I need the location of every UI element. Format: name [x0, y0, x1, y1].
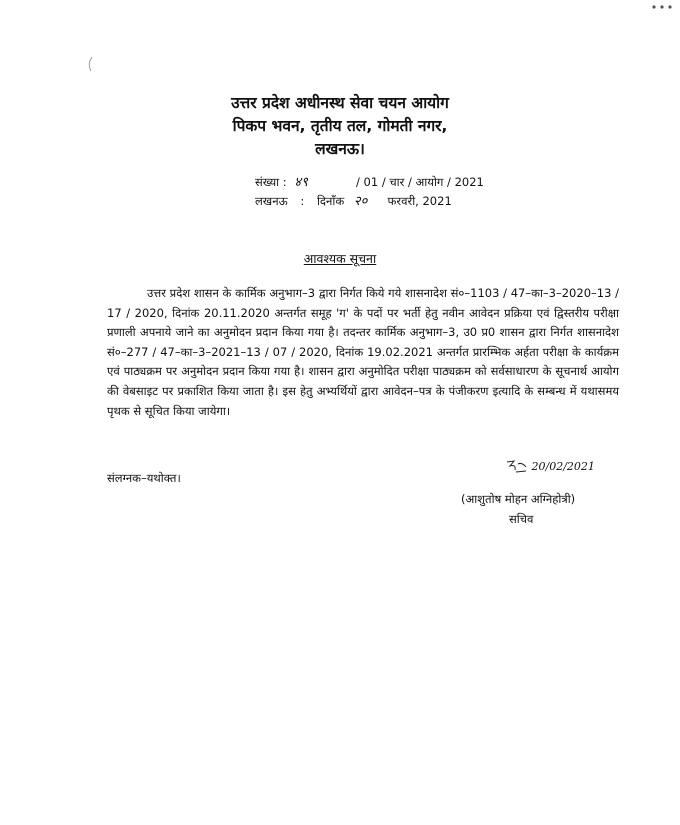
reference-number — [255, 174, 484, 191]
org-city: लखनऊ। — [315, 140, 365, 158]
date-rest: फरवरी, 2021 — [387, 194, 452, 208]
place: लखनऊ — [255, 194, 288, 208]
signatory-name: (आशुतोष मोहन अग्निहोत्री) — [461, 492, 576, 506]
corner-marks — [650, 2, 674, 14]
notice-title-text: आवश्यक सूचना — [303, 251, 377, 266]
notice-body: उत्तर प्रदेश शासन के कार्मिक अनुभाग–3 द्वारा निर्गत किये गये शासनादेश सं०–1103 / 47–का–3–2020–13 / 17 / 2020, दिनांक 20.11.2020 अन्तर्गत समूह 'ग' के पदों पर भर्ती हेतु नवीन आवेदन प्रक्रिया एवं द्विस्तरीय परीक्षा प्रणाली अपनाये जाने का अनुमोदन प्रदान किया गया है। तदन्तर कार्मिक अनुभाग–3, उ0 प्र0 शासन द्वारा निर्गत शासनादेश सं०–277 / 47–का–3–2021–13 / 07 / 2020, दिनांक 19.02.2021 अन्तर्गत प्रारम्भिक अर्हता परीक्षा के कार्यक्रम एवं पाठ्यक्रम पर अनुमोदन प्रदान किया गया है। शासन द्वारा अनुमोदित परीक्षा पाठ्यक्रम को सर्वसाधारण के सूचनार्थ आयोग की वेबसाइट पर प्रकाशित किया जाता है। इस हेतु अभ्यर्थियों द्वारा आवेदन–पत्र के पंजीकरण इत्यादि के सम्बन्ध में यथासमय पृथक से सूचित किया जायेगा। — [107, 286, 619, 418]
signature-date: 20/02/2021 — [531, 460, 595, 473]
signature — [506, 458, 595, 474]
date-separator: : — [300, 194, 305, 208]
org-address: पिकप भवन, तृतीय तल, गोमती नगर, — [232, 117, 448, 135]
number-handwritten: ४९ — [294, 175, 308, 190]
notice-title — [0, 250, 680, 267]
date-label: दिनाँक — [316, 194, 345, 208]
signature-scribble — [506, 458, 528, 474]
number-label: संख्या : — [255, 175, 287, 189]
scan-mark — [86, 56, 94, 72]
number-rest: / 01 / चार / आयोग / 2021 — [356, 175, 484, 189]
letterhead — [0, 92, 680, 161]
signatory-title: सचिव — [509, 512, 534, 526]
org-name: उत्तर प्रदेश अधीनस्थ सेवा चयन आयोग — [231, 94, 449, 112]
date-handwritten: २० — [353, 194, 368, 209]
reference-date — [255, 193, 452, 210]
enclosure-note: संलग्नक–यथोक्त। — [107, 471, 181, 485]
